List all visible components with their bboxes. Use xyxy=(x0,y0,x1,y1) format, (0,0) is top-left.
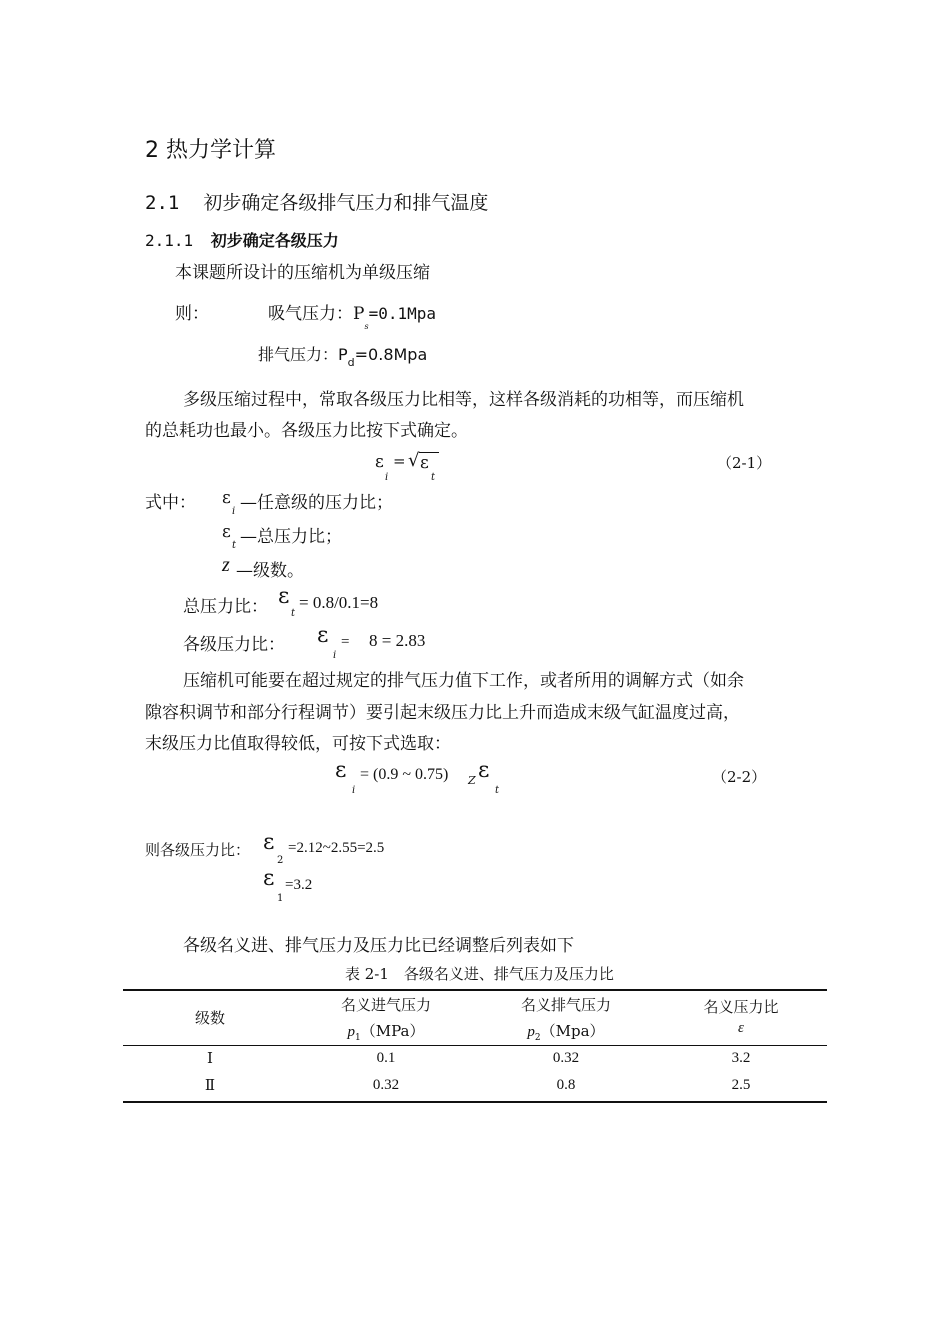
where-desc-1: —任意级的压力比； xyxy=(240,493,393,513)
para2-line1: 压缩机可能要在超过规定的排气压力值下工作，或者所用的调解方式（如余 xyxy=(183,671,744,691)
result-label: 则各级压力比： xyxy=(145,841,251,859)
discharge-label: 排气压力：P xyxy=(258,345,348,364)
result-1-sub: 1 xyxy=(277,893,284,904)
table-header-rule xyxy=(123,1045,827,1046)
subsubsection-heading xyxy=(145,228,339,251)
where-sym-1: ε xyxy=(222,488,231,508)
suction-sub: s xyxy=(364,322,369,331)
header-inlet-title: 名义进气压力 xyxy=(340,996,431,1014)
header-outlet-sub: 2 xyxy=(534,1033,541,1043)
stage-ratio-sym: ε xyxy=(317,623,329,648)
subsubsection-number: 2.1.1 xyxy=(145,231,194,250)
section-heading: 2 热力学计算 xyxy=(145,138,276,163)
header-ratio-title: 名义压力比 xyxy=(703,998,779,1016)
eq1-equals: = xyxy=(393,452,406,470)
eq2-rhs: ε xyxy=(478,758,490,783)
total-ratio-formula xyxy=(278,584,438,620)
stage-ratio-formula xyxy=(317,623,457,663)
result-1-sym: ε xyxy=(263,866,275,891)
total-ratio-label: 总压力比： xyxy=(183,597,268,617)
where-sub-1: i xyxy=(232,506,236,517)
where-sym-2: ε xyxy=(222,522,231,542)
total-ratio-sym: ε xyxy=(278,584,290,609)
header-outlet-unit-text: （Mpa） xyxy=(540,1022,605,1040)
stage-ratio-sub: i xyxy=(333,650,337,661)
header-inlet-unit-text: （MPa） xyxy=(360,1022,425,1040)
header-outlet-unit xyxy=(486,1020,646,1041)
eq1-rhs-sub: t xyxy=(431,472,436,483)
stage-ratio-value: 8 = 2.83 xyxy=(369,631,426,650)
total-ratio-value: = 0.8/0.1=8 xyxy=(299,593,379,612)
result-2-sub: 2 xyxy=(277,855,284,866)
eq2-rhs-sub: t xyxy=(495,785,500,796)
where-desc-3: —级数。 xyxy=(236,561,304,581)
header-inlet-sym: p xyxy=(347,1024,356,1040)
discharge-sub: d xyxy=(347,356,355,369)
result-stage-1 xyxy=(263,866,383,906)
result-stage-2 xyxy=(263,830,433,866)
header-outlet-title: 名义排气压力 xyxy=(520,996,611,1014)
eq2-mid: = (0.9 ~ 0.75) xyxy=(360,766,449,783)
suction-pressure xyxy=(268,299,436,331)
discharge-value: =0.8Mpa xyxy=(354,345,428,364)
total-ratio-sub: t xyxy=(291,608,296,619)
result-2-sym: ε xyxy=(263,830,275,855)
equation-2-2-number: （2-2） xyxy=(712,768,767,786)
header-inlet-unit xyxy=(306,1020,466,1041)
header-stage: 级数 xyxy=(194,1009,225,1027)
eq2-lhs: ε xyxy=(335,758,347,783)
subsection-number: 2.1 xyxy=(145,192,180,214)
header-inlet-sub: 1 xyxy=(355,1033,361,1043)
row1-stage: Ⅰ xyxy=(207,1049,213,1067)
suction-value: =0.1Mpa xyxy=(368,304,436,323)
subsection-heading xyxy=(145,188,488,215)
row2-ratio: 2.5 xyxy=(731,1077,751,1093)
where-desc-2: —总压力比； xyxy=(240,527,342,547)
eq2-mid-sub: Z xyxy=(468,774,476,787)
eq1-lhs: ε xyxy=(375,452,384,472)
row1-outlet: 0.32 xyxy=(552,1050,580,1066)
para1-line1: 多级压缩过程中，常取各级压力比相等，这样各级消耗的功相等，而压缩机 xyxy=(183,390,744,410)
stage-ratio-equals: = xyxy=(341,634,350,650)
row1-inlet: 0.1 xyxy=(376,1050,396,1066)
subsection-title: 初步确定各级排气压力和排气温度 xyxy=(203,192,489,214)
result-2-value: =2.12~2.55=2.5 xyxy=(288,840,385,856)
eq1-rhs: ε xyxy=(420,453,429,473)
where-item-3 xyxy=(222,554,422,584)
table-bottom-rule xyxy=(123,1101,827,1103)
discharge-pressure xyxy=(258,342,428,369)
where-sub-2: t xyxy=(232,540,237,551)
result-1-value: =3.2 xyxy=(285,877,313,893)
table-top-rule xyxy=(123,989,827,991)
suction-prefix: 则： xyxy=(175,304,209,324)
header-ratio-sym: ε xyxy=(738,1020,744,1036)
eq1-lhs-sub: i xyxy=(385,472,389,483)
row1-ratio: 3.2 xyxy=(731,1050,751,1066)
where-label: 式中： xyxy=(145,493,196,513)
radical-sign: √ xyxy=(408,450,420,471)
equation-2-2 xyxy=(335,758,515,798)
suction-label: 吸气压力：P xyxy=(268,304,365,324)
para2-line3: 末级压力比值取得较低，可按下式选取： xyxy=(145,734,451,754)
table-caption: 表 2-1 各级名义进、排气压力及压力比 xyxy=(345,965,614,983)
stage-ratio-label: 各级压力比： xyxy=(183,635,285,655)
para2-line2: 隙容积调节和部分行程调节）要引起末级压力比上升而造成末级气缸温度过高， xyxy=(145,703,740,723)
where-item-1 xyxy=(222,486,422,516)
equation-2-1-number: （2-1） xyxy=(717,454,772,472)
row2-stage: Ⅱ xyxy=(204,1076,216,1094)
para1-line2: 的总耗功也最小。各级压力比按下式确定。 xyxy=(145,421,468,441)
where-item-2 xyxy=(222,520,422,550)
equation-2-1 xyxy=(375,450,445,484)
where-sym-3: z xyxy=(222,554,230,576)
row2-outlet: 0.8 xyxy=(556,1077,576,1093)
eq2-lhs-sub: i xyxy=(352,785,356,796)
intro-text: 本课题所设计的压缩机为单级压缩 xyxy=(175,263,430,283)
subsubsection-title: 初步确定各级压力 xyxy=(210,231,339,250)
table-intro: 各级名义进、排气压力及压力比已经调整后列表如下 xyxy=(183,936,574,956)
row2-inlet: 0.32 xyxy=(372,1077,400,1093)
header-outlet-sym: p xyxy=(527,1024,535,1040)
